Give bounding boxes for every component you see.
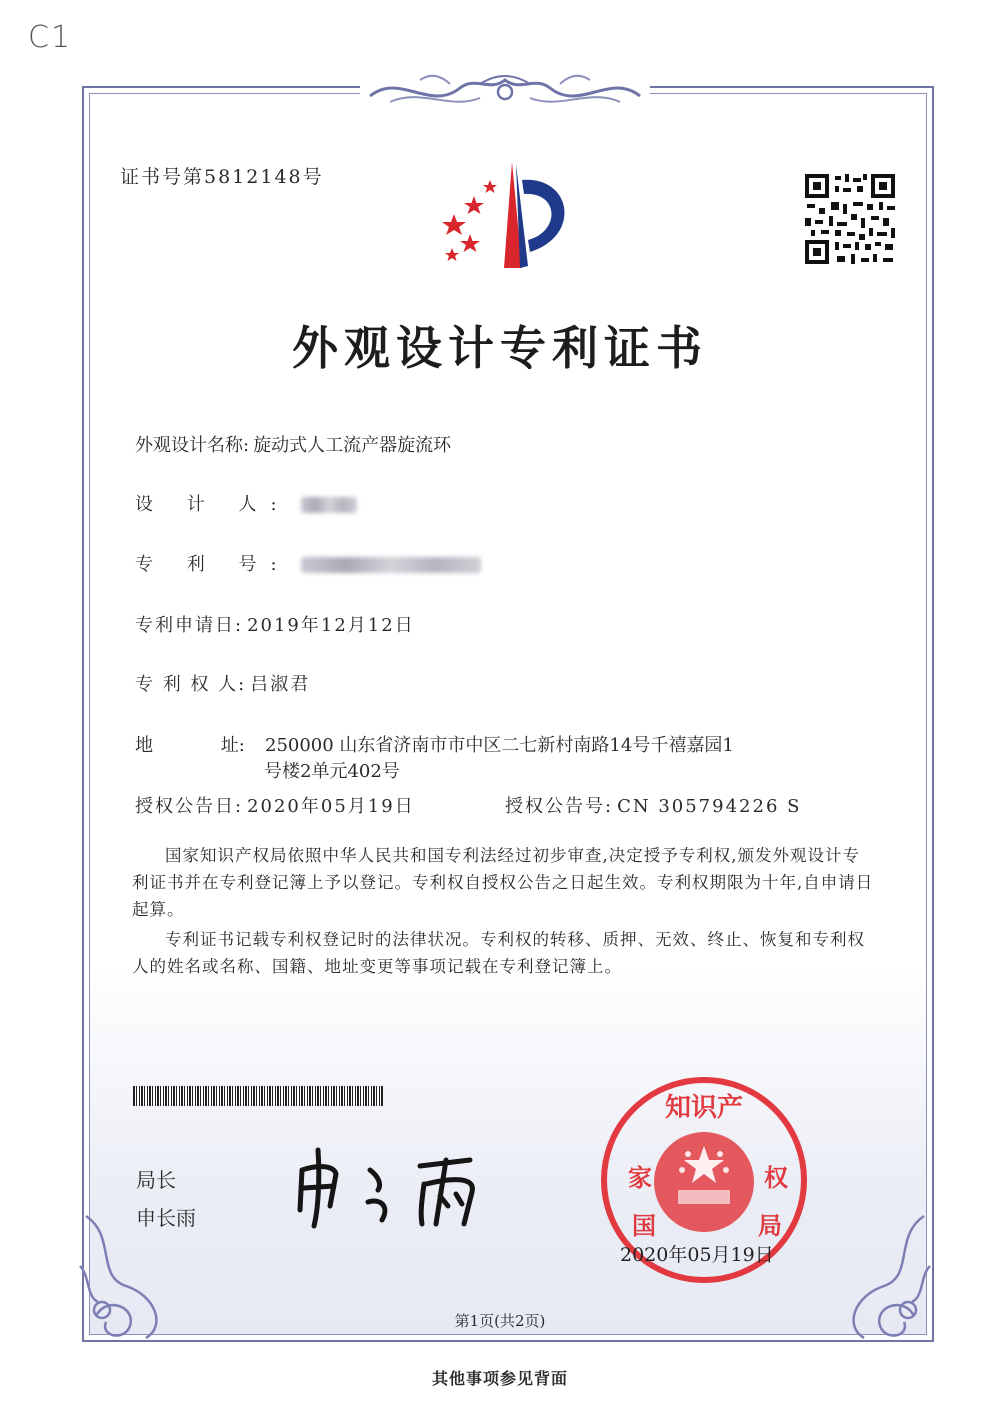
certificate-number: 证书号第5812148号 bbox=[120, 166, 324, 188]
svg-text:国: 国 bbox=[632, 1212, 656, 1240]
apply-date-label: 专利申请日: bbox=[135, 615, 244, 636]
corner-handwritten-mark: C1 bbox=[28, 20, 73, 55]
designer-label: 设 计 人: bbox=[135, 494, 291, 515]
footer-note: 其他事项参见背面 bbox=[431, 1369, 568, 1388]
patent-number-label: 专 利 号: bbox=[135, 554, 291, 575]
address-line1: 250000 山东省济南市市中区二七新村南路14号千禧嘉园1 bbox=[265, 735, 734, 756]
address-line2: 号楼2单元402号 bbox=[264, 761, 400, 782]
designer-row bbox=[135, 492, 357, 518]
director-title: 局长 bbox=[136, 1168, 176, 1192]
design-name-value: 旋动式人工流产器旋流环 bbox=[253, 435, 452, 456]
legal-paragraph-2: 专利证书记载专利权登记时的法律状况。专利权的转移、质押、无效、终止、恢复和专利权人的姓名或名称、国籍、地址变更等事项记载在专利登记簿上。 bbox=[132, 930, 865, 976]
patentee-label: 专 利 权 人: bbox=[135, 674, 247, 695]
grant-date-value: 2020年05月19日 bbox=[247, 796, 415, 817]
design-name-row bbox=[135, 433, 451, 459]
legal-paragraph-1: 国家知识产权局依照中华人民共和国专利法经过初步审查,决定授予专利权,颁发外观设计专利证书并在专利登记簿上予以登记。专利权自授权公告之日起生效。专利权期限为十年,自申请日起算。 bbox=[132, 846, 874, 919]
grant-number-label: 授权公告号: bbox=[505, 796, 614, 817]
patentee-value: 吕淑君 bbox=[250, 674, 311, 695]
grant-date-row bbox=[135, 794, 415, 820]
designer-redacted bbox=[301, 497, 357, 513]
qr-code-icon bbox=[803, 172, 897, 266]
apply-date-row bbox=[135, 613, 415, 639]
patent-office-logo-icon bbox=[432, 156, 582, 274]
address-label: 地 址: bbox=[135, 735, 245, 756]
svg-text:家: 家 bbox=[628, 1164, 652, 1192]
grant-date-label: 授权公告日: bbox=[135, 796, 244, 817]
svg-text:局: 局 bbox=[758, 1212, 782, 1240]
grant-number-row bbox=[505, 794, 801, 820]
svg-text:知识产: 知识产 bbox=[664, 1093, 744, 1123]
grant-number-value: CN 305794226 S bbox=[617, 796, 802, 817]
design-name-label: 外观设计名称: bbox=[135, 435, 250, 456]
patent-number-row bbox=[135, 552, 481, 578]
top-ornament-icon bbox=[360, 62, 650, 122]
apply-date-value: 2019年12月12日 bbox=[247, 615, 415, 636]
barcode-icon bbox=[133, 1086, 383, 1106]
svg-text:权: 权 bbox=[764, 1164, 788, 1192]
director-name: 申长雨 bbox=[136, 1206, 196, 1230]
page-number: 第1页(共2页) bbox=[454, 1312, 546, 1330]
certificate-title: 外观设计专利证书 bbox=[292, 321, 708, 375]
address-row bbox=[135, 733, 734, 759]
patent-number-redacted bbox=[301, 557, 481, 573]
director-signature-icon bbox=[290, 1140, 510, 1230]
seal-date: 2020年05月19日 bbox=[620, 1244, 774, 1266]
patentee-row bbox=[135, 672, 310, 698]
